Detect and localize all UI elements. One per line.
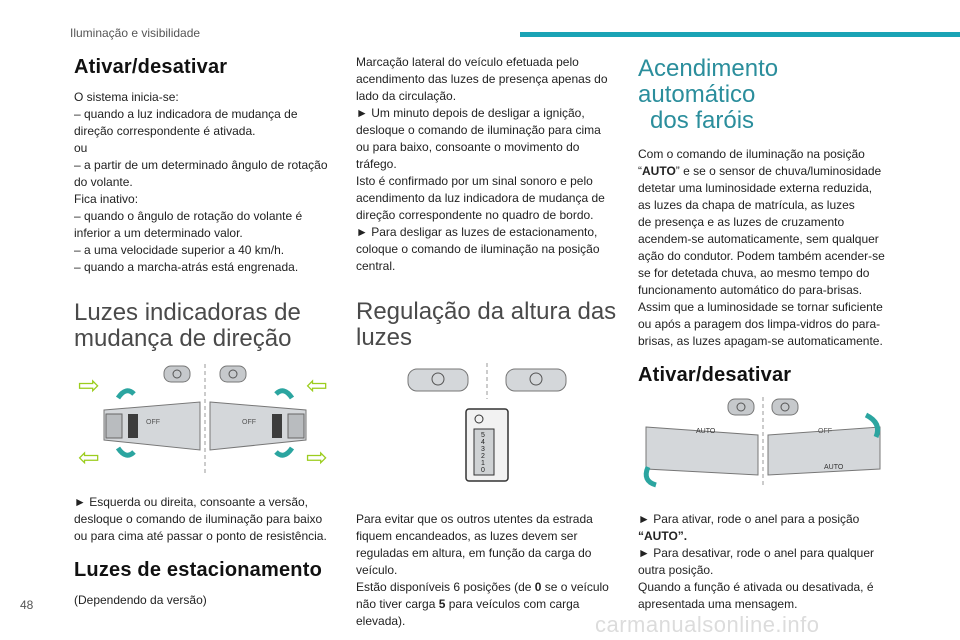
height-level: 5 bbox=[481, 432, 485, 439]
text-line: – quando a marcha-atrás está engrenada. bbox=[74, 260, 299, 274]
text-line: as luzes da chapa de matrícula, as luzes bbox=[638, 198, 855, 212]
text-line: – a uma velocidade superior a 40 km/h. bbox=[74, 243, 285, 257]
light-stalk-auto-right bbox=[768, 415, 880, 475]
text-line: Fica inativo: bbox=[74, 192, 139, 206]
text-line: ► Esquerda ou direita, consoante a versão, bbox=[74, 495, 309, 509]
text-line: central. bbox=[356, 259, 396, 273]
text-line: Com o comando de iluminação na posição bbox=[638, 147, 865, 161]
paragraph-automatic-lighting bbox=[638, 146, 888, 350]
text-line: ou para cima até passar o ponto de resistência. bbox=[74, 529, 327, 543]
text-line: ► Para desativar, rode o anel para qualquer bbox=[638, 546, 875, 560]
text-line: Estão disponíveis 6 posições (de 0 se o veículo bbox=[356, 580, 609, 594]
text-line: – a partir de um determinado ângulo de rotação bbox=[74, 158, 328, 172]
paragraph-system-conditions bbox=[74, 89, 336, 276]
steering-wheel-icon bbox=[728, 399, 754, 415]
heading-turn-indicators bbox=[74, 300, 336, 352]
heading-line: Luzes indicadoras de bbox=[74, 299, 301, 326]
text-line: direção correspondente é ativada. bbox=[74, 124, 256, 138]
text-line: de presença e as luzes de cruzamento bbox=[638, 215, 845, 229]
text-line: funcionamento automático do para-brisas. bbox=[638, 283, 863, 297]
text-line: – quando o ângulo de rotação do volante é bbox=[74, 209, 303, 223]
header-accent-bar bbox=[520, 32, 960, 37]
text-line: fiquem encandeados, as luzes devem ser bbox=[356, 529, 578, 543]
section-title: Iluminação e visibilidade bbox=[70, 26, 201, 40]
text-line: ou após a paragem dos limpa-vidros do para- bbox=[638, 317, 881, 331]
text-line: Marcação lateral do veículo efetuada pelo bbox=[356, 55, 579, 69]
heading-line: dos faróis bbox=[650, 107, 755, 134]
light-stalk-auto-left bbox=[646, 427, 758, 485]
watermark: carmanualsonline.info bbox=[595, 612, 820, 637]
text-line: desloque o comando de iluminação para baixo bbox=[74, 512, 323, 526]
arrow-right-icon: ⇨ bbox=[78, 370, 100, 400]
height-level: 2 bbox=[481, 453, 485, 460]
text-line: tráfego. bbox=[356, 157, 397, 171]
text-line: acendimento das luzes de presença apenas do bbox=[356, 72, 608, 86]
column-1 bbox=[74, 54, 336, 609]
text-line: se for detetada chuva, ao mesmo tempo do bbox=[638, 266, 870, 280]
turn-signal-stalk-figure bbox=[74, 364, 336, 476]
arrow-left-icon: ⇦ bbox=[78, 442, 100, 472]
steering-wheel-icon bbox=[164, 366, 190, 382]
headlamp-height-figure bbox=[356, 363, 618, 503]
text-line: coloque o comando de iluminação na posição bbox=[356, 242, 600, 256]
text-line: ação do condutor. Podem também acender-se bbox=[638, 249, 885, 263]
height-level: 4 bbox=[481, 439, 485, 446]
text-line: reguladas em altura, em função da carga do bbox=[356, 546, 592, 560]
height-adjust-thumbwheel bbox=[466, 409, 508, 481]
heading-automatic-headlamps bbox=[638, 56, 888, 134]
steering-wheel-icon bbox=[772, 399, 798, 415]
stalk-label-off: OFF bbox=[242, 419, 256, 426]
column-2 bbox=[356, 54, 618, 630]
paragraph-turn-instruction bbox=[74, 494, 336, 545]
text-line: ou bbox=[74, 141, 88, 155]
stalk-label-off: OFF bbox=[818, 428, 832, 435]
text-version-note: (Dependendo da versão) bbox=[74, 593, 207, 607]
text-line: “AUTO” e se o sensor de chuva/luminosidade bbox=[638, 164, 882, 178]
light-stalk-right bbox=[210, 391, 306, 455]
stalk-label-off: OFF bbox=[146, 419, 160, 426]
text-line: Quando a função é ativada ou desativada, é bbox=[638, 580, 874, 594]
height-level: 1 bbox=[481, 460, 485, 467]
text-line: detetar uma luminosidade externa reduzida, bbox=[638, 181, 873, 195]
text-line: não tiver carga 5 para veículos com carga bbox=[356, 597, 580, 611]
dashboard-left-icon bbox=[408, 369, 468, 391]
height-level: 0 bbox=[481, 467, 485, 474]
text-line: – quando a luz indicadora de mudança de bbox=[74, 107, 298, 121]
text-line: veículo. bbox=[356, 563, 398, 577]
text-line: Isto é confirmado por um sinal sonoro e pelo bbox=[356, 174, 593, 188]
auto-stalk-figure bbox=[638, 397, 888, 493]
column-3 bbox=[638, 54, 888, 613]
paragraph-parking-lights bbox=[356, 54, 618, 275]
text-line: “AUTO”. bbox=[638, 529, 688, 543]
text-line: Assim que a luminosidade se tornar suficiente bbox=[638, 300, 883, 314]
text-line: acendem-se automaticamente, sem qualquer bbox=[638, 232, 879, 246]
heading-parking-lights: Luzes de estacionamento bbox=[74, 559, 322, 581]
heading-line: mudança de direção bbox=[74, 325, 292, 352]
paragraph-height-regulation bbox=[356, 511, 618, 630]
heading-activate-deactivate-auto: Ativar/desativar bbox=[638, 364, 792, 386]
paragraph-auto-instruction bbox=[638, 511, 888, 613]
text-line: brisas, as luzes apagam-se automaticamente. bbox=[638, 334, 883, 348]
text-line: outra posição. bbox=[638, 563, 714, 577]
heading-headlamp-height bbox=[356, 299, 618, 351]
steering-wheel-icon bbox=[220, 366, 246, 382]
heading-activate-deactivate: Ativar/desativar bbox=[74, 56, 228, 78]
page-number: 48 bbox=[20, 598, 34, 612]
text-line: ou para baixo, consoante o movimento do bbox=[356, 140, 580, 154]
stalk-label-auto: AUTO bbox=[696, 428, 716, 435]
text-line: lado da circulação. bbox=[356, 89, 457, 103]
heading-line: Regulação da altura das bbox=[356, 298, 617, 325]
text-line: elevada). bbox=[356, 614, 406, 628]
heading-line: luzes bbox=[356, 324, 413, 351]
text-line: inferior a um determinado valor. bbox=[74, 226, 243, 240]
arrow-left-icon: ⇦ bbox=[306, 370, 328, 400]
height-level: 3 bbox=[481, 446, 485, 453]
text-line: acendimento da luz indicadora de mudança de bbox=[356, 191, 605, 205]
text-line: do volante. bbox=[74, 175, 133, 189]
stalk-label-auto: AUTO bbox=[824, 464, 844, 471]
text-line: desloque o comando de iluminação para cima bbox=[356, 123, 601, 137]
text-line: ► Para ativar, rode o anel para a posição bbox=[638, 512, 860, 526]
text-line: O sistema inicia-se: bbox=[74, 90, 179, 104]
heading-line: Acendimento automático bbox=[638, 55, 779, 108]
text-line: apresentada uma mensagem. bbox=[638, 597, 798, 611]
dashboard-right-icon bbox=[506, 369, 566, 391]
text-line: Para evitar que os outros utentes da estrada bbox=[356, 512, 593, 526]
text-line: direção correspondente no quadro de bordo. bbox=[356, 208, 594, 222]
arrow-right-icon: ⇨ bbox=[306, 442, 328, 472]
text-line: ► Um minuto depois de desligar a ignição, bbox=[356, 106, 585, 120]
text-line: ► Para desligar as luzes de estacionamento, bbox=[356, 225, 598, 239]
light-stalk-left bbox=[104, 391, 200, 455]
